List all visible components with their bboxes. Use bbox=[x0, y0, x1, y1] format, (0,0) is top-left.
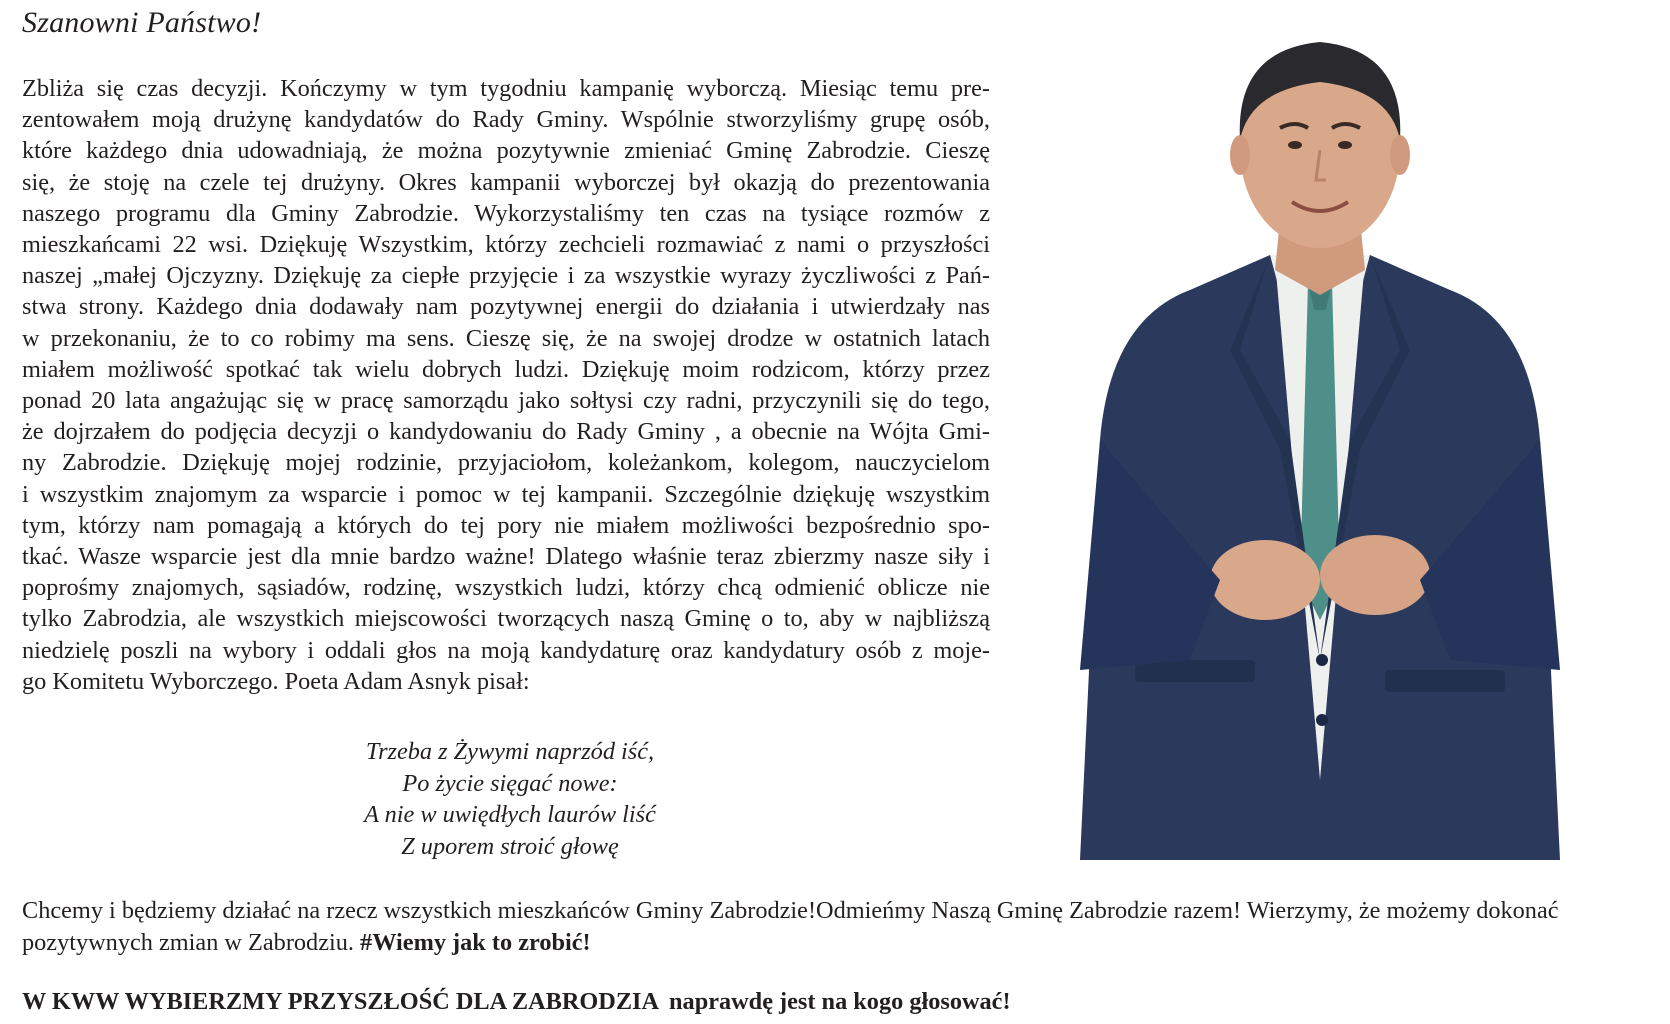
letter-line: zentowałem moją drużynę kandydatów do Rady Gminy. Wspólnie stworzyliśmy grupę osób, bbox=[22, 106, 990, 134]
campaign-hashtag: #Wiemy jak to zrobić! bbox=[360, 928, 591, 956]
poem-line: A nie w uwiędłych laurów liść bbox=[364, 801, 656, 828]
closing-paragraph bbox=[22, 895, 1622, 958]
committee-name: W KWW WYBIERZMY PRZYSZŁOŚĆ DLA ZABRODZIA bbox=[22, 988, 660, 1015]
letter-line: w przekonaniu, że to co robimy ma sens. Cieszę się, że na swojej drodze w ostatnich latach bbox=[22, 324, 990, 352]
letter-line: ponad 20 lata angażując się w pracę samorządu jako sołtysi czy radni, przyczynili się do tego, bbox=[22, 387, 990, 415]
greeting-heading: Szanowni Państwo! bbox=[22, 6, 262, 39]
letter-line: ny Zabrodzie. Dziękuję mojej rodzinie, przyjaciołom, koleżankom, kolegom, nauczycielom bbox=[22, 449, 990, 477]
letter-line: Zbliża się czas decyzji. Kończymy w tym tygodniu kampanię wyborczą. Miesiąc temu pre- bbox=[22, 75, 990, 102]
letter-line: tylko Zabrodzia, ale wszystkich miejscowości tworzących naszą Gminę o to, aby w najbliższą bbox=[22, 605, 990, 633]
candidate-portrait-illustration bbox=[1040, 20, 1600, 860]
poem-line: Po życie sięgać nowe: bbox=[402, 769, 618, 797]
campaign-slogan bbox=[22, 988, 1011, 1016]
letter-line: stwa strony. Każdego dnia dodawały nam pozytywnej energii do działania i utwierdzały nas bbox=[22, 293, 990, 321]
poem-quote bbox=[300, 736, 720, 862]
letter-line: poprośmy znajomych, sąsiadów, rodzinę, wszystkich ludzi, którzy chcą odmienić oblicze nie bbox=[22, 574, 990, 602]
slogan-tail: naprawdę jest na kogo głosować! bbox=[669, 988, 1011, 1015]
letter-line: że dojrzałem do podjęcia decyzji o kandydowaniu do Rady Gminy , a obecnie na Wójta Gmi- bbox=[22, 418, 990, 446]
poem-line: Trzeba z Żywymi naprzód iść, bbox=[365, 738, 655, 765]
letter-line: które każdego dnia udowadniają, że można pozytywnie zmieniać Gminę Zabrodzie. Cieszę bbox=[22, 137, 990, 165]
letter-line: naszej „małej Ojczyzny. Dziękuję za ciepłe przyjęcie i za wszystkie wyrazy życzliwości z Pań- bbox=[22, 262, 990, 290]
letter-line: naszego programu dla Gminy Zabrodzie. Wykorzystaliśmy ten czas na tysiące rozmów z bbox=[22, 199, 990, 227]
letter-line: tym, którzy nam pomagają a których do tej pory nie miałem możliwości bezpośrednio spo- bbox=[22, 511, 990, 539]
right-hand bbox=[1320, 535, 1430, 615]
left-hand bbox=[1210, 540, 1320, 620]
letter-line: i wszystkim znajomym za wsparcie i pomoc w tej kampanii. Szczególnie dziękuję wszystkim bbox=[22, 480, 990, 508]
letter-line: tkać. Wasze wsparcie jest dla mnie bardzo ważne! Dlatego właśnie teraz zbierzmy nasze siły i bbox=[22, 543, 990, 571]
candidate-portrait bbox=[1040, 20, 1600, 860]
letter-line: mieszkańcami 22 wsi. Dziękuję Wszystkim, którzy zechcieli rozmawiać z nami o przyszłości bbox=[22, 231, 990, 259]
letter-line: miałem możliwość spotkać tak wielu dobrych ludzi. Dziękuję moim rodzicom, którzy przez bbox=[22, 355, 990, 383]
letter-body bbox=[22, 73, 990, 697]
poem-line: Z uporem stroić głowę bbox=[401, 832, 619, 860]
letter-line: niedzielę poszli na wybory i oddali głos na moją kandydaturę oraz kandydatury osób z moje- bbox=[22, 636, 990, 664]
letter-line: się, że stoję na czele tej drużyny. Okres kampanii wyborczej był okazją do prezentowania bbox=[22, 168, 990, 196]
closing-text: Chcemy i będziemy działać na rzecz wszystkich mieszkańców Gminy Zabrodzie!Odmieńmy Naszą Gminę Zabrodzie razem! Wierzymy, że możemy dokonać pozytywnych zmian w Zabrodziu. bbox=[22, 897, 1559, 956]
letter-line: go Komitetu Wyborczego. Poeta Adam Asnyk pisał: bbox=[22, 667, 530, 695]
